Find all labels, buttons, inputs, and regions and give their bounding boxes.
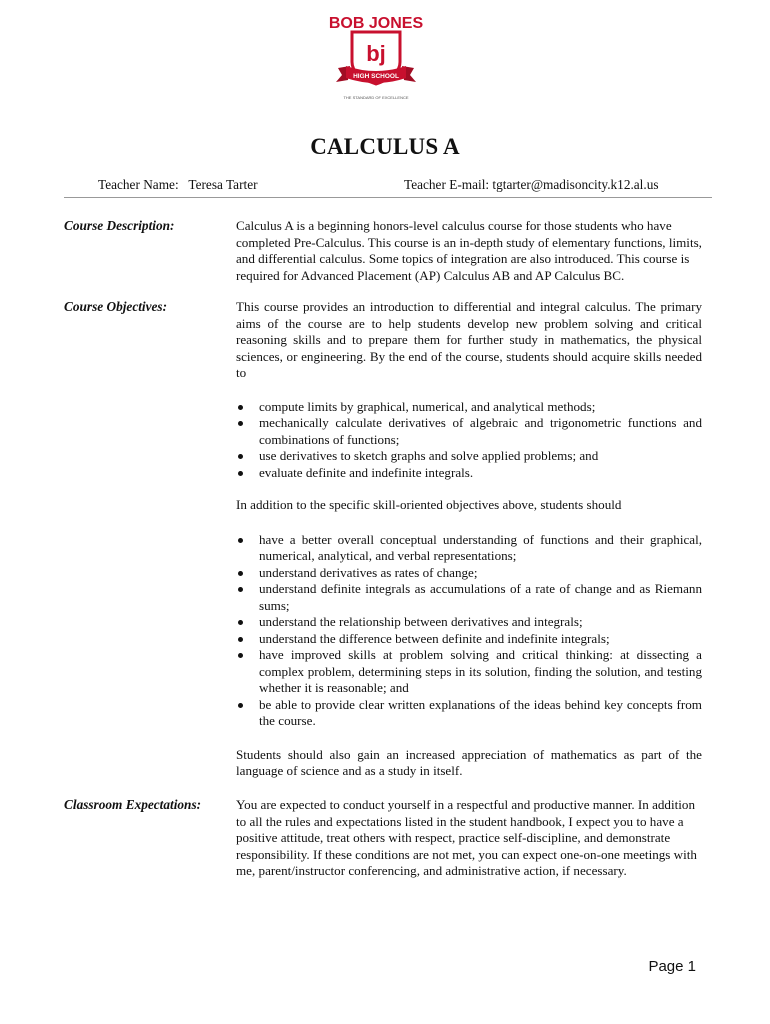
list-item: use derivatives to sketch graphs and solve applied problems; and [236, 448, 702, 465]
teacher-info-line [64, 175, 712, 198]
classroom-expectations-label: Classroom Expectations: [64, 797, 202, 812]
logo-tagline: THE STANDARD OF EXCELLENCE [343, 95, 409, 100]
logo-monogram: bj [366, 41, 386, 66]
page-label: Page [648, 958, 684, 975]
classroom-expectations-content [236, 797, 702, 880]
document-title: CALCULUS A [310, 134, 460, 159]
teacher-email-label: Teacher E-mail: [404, 177, 490, 192]
course-objectives-label: Course Objectives: [64, 299, 168, 314]
list-item: understand the relationship between derivatives and integrals; [236, 614, 702, 631]
course-description-label: Course Description: [64, 218, 175, 233]
teacher-name: Teresa Tarter [188, 177, 258, 192]
course-objectives-content [236, 299, 702, 780]
list-item: compute limits by graphical, numerical, and analytical methods; [236, 399, 702, 416]
list-item: have a better overall conceptual understanding of functions and their graphical, numerical, analytical, and verbal representations; [236, 532, 702, 565]
list-item: have improved skills at problem solving and critical thinking: at dissecting a complex problem, determining steps in its solution, finding the solution, and testing whether it is reasonable; and [236, 647, 702, 697]
list-item: mechanically calculate derivatives of algebraic and trigonometric functions and combinations of functions; [236, 415, 702, 448]
page-number: 1 [687, 958, 696, 975]
classroom-expectations-text: You are expected to conduct yourself in a respectful and productive manner. In addition to all the rules and expectations listed in the student handbook, I expect you to have a positive attitude, treat others with respect, practice self-discipline, and demonstrate responsibility. If these conditions are not met, you can expect one-on-one meetings with me, parent/instructor conferencing, and administrative action, if necessary. [236, 797, 697, 878]
list-item: understand definite integrals as accumulations of a rate of change and as Riemann sums; [236, 581, 702, 614]
school-logo [326, 10, 426, 102]
teacher-name-group [98, 177, 258, 193]
teacher-email-group [404, 177, 659, 193]
course-description-content [236, 218, 702, 284]
list-item: understand derivatives as rates of change; [236, 565, 702, 582]
logo-banner-text: HIGH SCHOOL [353, 73, 399, 80]
teacher-name-label: Teacher Name: [98, 177, 179, 192]
classroom-expectations-section [64, 797, 714, 897]
objectives-addition: In addition to the specific skill-oriented objectives above, students should [236, 497, 622, 512]
course-description-section [64, 218, 714, 288]
list-item: understand the difference between definite and indefinite integrals; [236, 631, 702, 648]
objectives-intro: This course provides an introduction to differential and integral calculus. The primary aims of the course are to help students develop new problem solving and critical reasoning skills and to prepare them for further study in mathematics, the physical sciences, or engineering. By the end of the course, students should acquire skills needed to [236, 299, 702, 380]
page-number-footer [648, 958, 696, 975]
course-description-text: Calculus A is a beginning honors-level calculus course for those students who have completed Pre-Calculus. This course is an in-depth study of elementary functions, limits, and differential calculus. Some topics of integration are also introduced. This course is required for Advanced Placement (AP) Calculus AB and AP Calculus BC. [236, 218, 702, 283]
list-item: evaluate definite and indefinite integrals. [236, 465, 702, 482]
logo-school-name: BOB JONES [328, 15, 424, 32]
course-objectives-section [64, 299, 714, 784]
list-item: be able to provide clear written explanations of the ideas behind key concepts from the course. [236, 697, 702, 730]
skills-list [236, 399, 702, 482]
teacher-email: tgtarter@madisoncity.k12.al.us [492, 177, 659, 192]
goals-list [236, 532, 702, 730]
objectives-closing: Students should also gain an increased appreciation of mathematics as part of the language of science and as a study in itself. [236, 746, 702, 778]
